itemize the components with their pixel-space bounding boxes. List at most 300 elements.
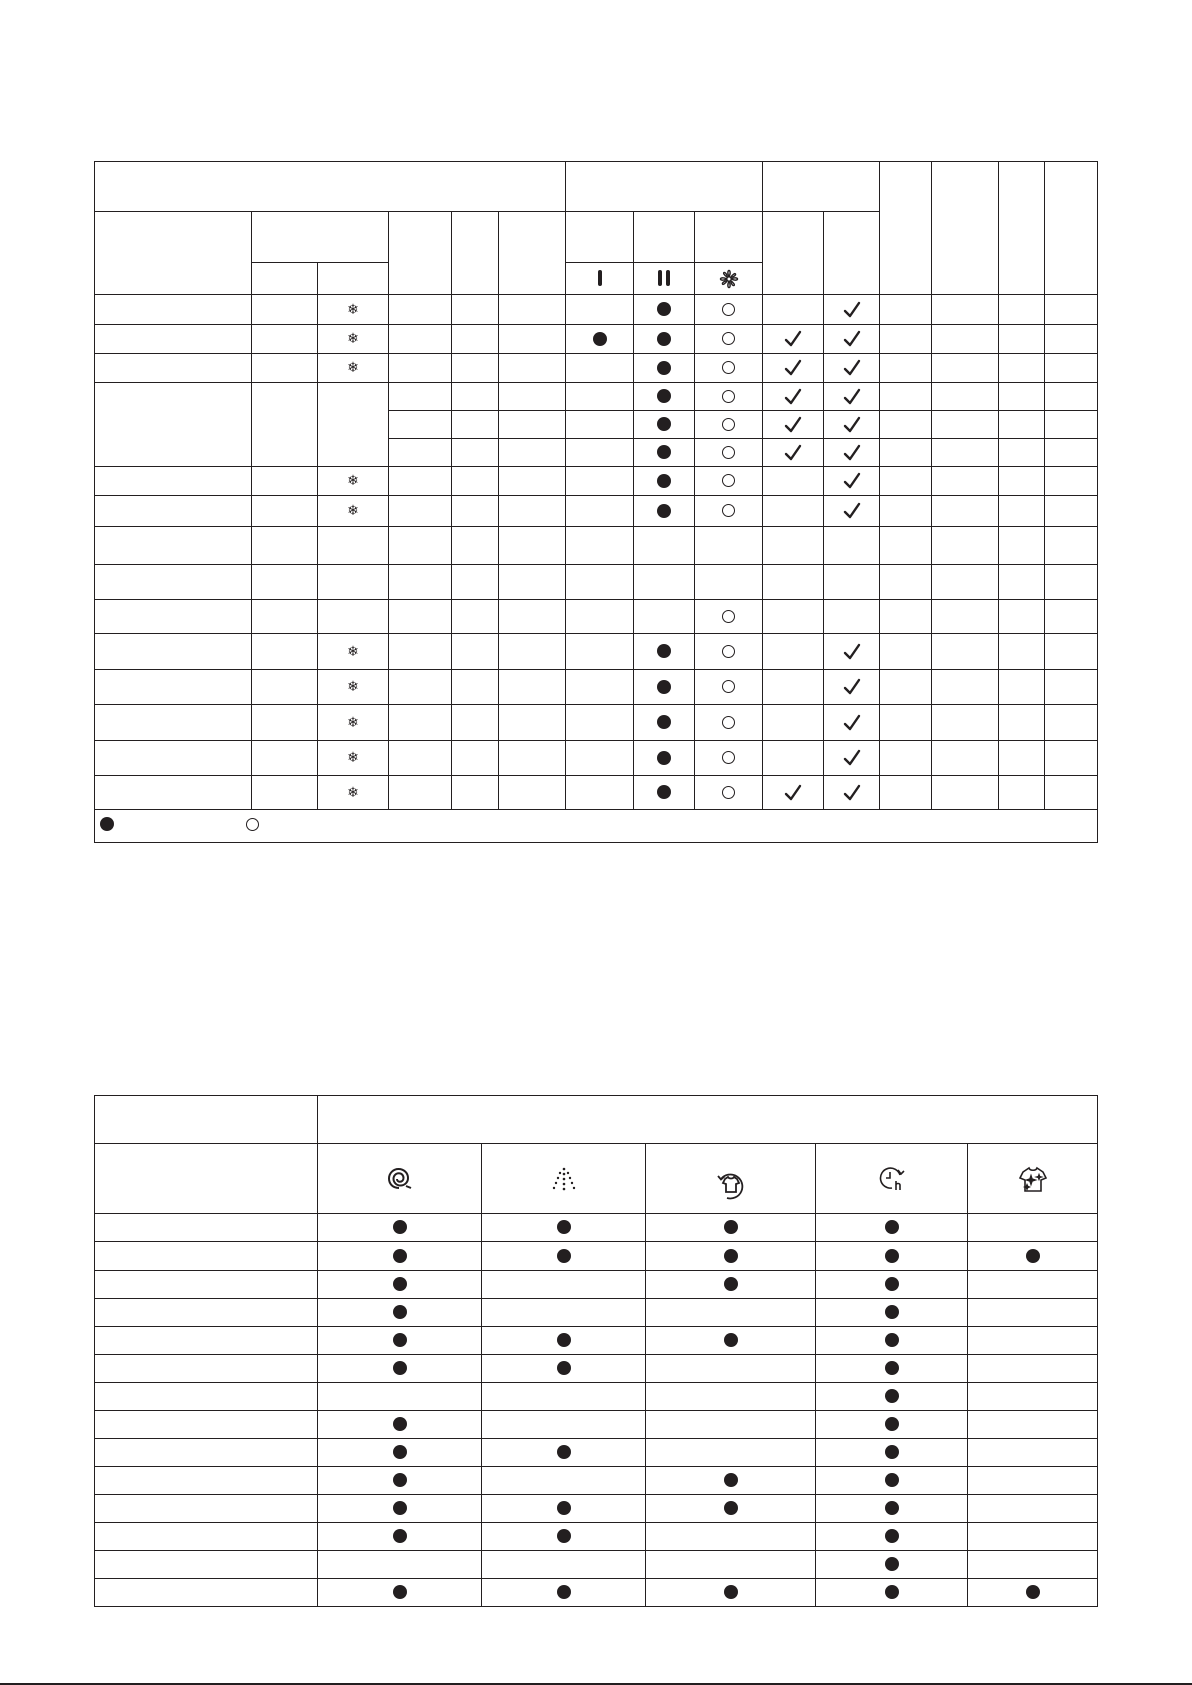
option-mark-cell (968, 1355, 1098, 1383)
option-mark-cell (968, 1495, 1098, 1523)
extra-cell (932, 776, 999, 810)
table-row (95, 1551, 1098, 1579)
option-mark-cell (482, 1439, 646, 1467)
spin-cell (566, 565, 634, 600)
option-check-cell (824, 496, 880, 527)
table-row (95, 705, 1098, 741)
extra-cell (880, 527, 932, 565)
option-mark-cell (646, 1411, 816, 1439)
snowflake-icon: ❄ (347, 503, 359, 519)
option-mark-cell (968, 1242, 1098, 1271)
options-program-cell (95, 1439, 318, 1467)
option-check-cell (763, 439, 824, 467)
table-row (95, 1495, 1098, 1523)
option-check-cell (763, 354, 824, 383)
filled-dot-icon (885, 1529, 899, 1543)
sub-b-cell (499, 411, 566, 439)
checkmark-icon (783, 358, 803, 378)
temp-max-cell (252, 325, 318, 354)
extra-cell (932, 600, 999, 634)
open-circle-icon (246, 818, 259, 831)
options-program-cell (95, 1383, 318, 1411)
open-circle-icon (722, 680, 735, 693)
sub-a-cell (452, 467, 499, 496)
extra-cell (932, 527, 999, 565)
spin-cell (566, 411, 634, 439)
option-mark-cell (968, 1299, 1098, 1327)
option-icon-cell (816, 1144, 968, 1214)
filled-dot-icon (885, 1277, 899, 1291)
temp-min-cell (318, 705, 389, 741)
filled-dot-icon (657, 751, 671, 765)
spin-cell (566, 295, 634, 325)
spin-cell (566, 439, 634, 467)
option-mark-cell (318, 1327, 482, 1355)
filled-dot-icon (393, 1333, 407, 1347)
extra-cell (880, 383, 932, 411)
option-check-cell (763, 776, 824, 810)
program-name-cell (95, 295, 252, 325)
filled-dot-icon (393, 1249, 407, 1263)
option-mark-cell (646, 1439, 816, 1467)
checkmark-icon (842, 642, 862, 662)
table-row (95, 1327, 1098, 1355)
extra-cell (932, 383, 999, 411)
snowflake-icon: ❄ (347, 750, 359, 766)
filled-dot-icon (724, 1501, 738, 1515)
filled-dot-icon (100, 817, 114, 831)
extra-cell (1045, 527, 1098, 565)
option-mark-cell (482, 1214, 646, 1242)
extra-cell (999, 600, 1045, 634)
temp-min-cell (318, 634, 389, 670)
spin-cell (695, 354, 763, 383)
filled-dot-icon (724, 1249, 738, 1263)
header-col-a (880, 162, 932, 295)
option-mark-cell (646, 1271, 816, 1299)
extra-cell (880, 354, 932, 383)
sub-b-cell (499, 439, 566, 467)
header-opt-2 (824, 212, 880, 295)
filled-dot-icon (557, 1361, 571, 1375)
option-mark-cell (816, 1355, 968, 1383)
snowflake-icon: ❄ (347, 331, 359, 347)
option-mark-cell (816, 1495, 968, 1523)
spin-cell (566, 467, 634, 496)
spin-cell (634, 600, 695, 634)
options-program-cell (95, 1411, 318, 1439)
header-group-options (763, 162, 880, 212)
load-cell (389, 527, 452, 565)
spin-cell (695, 565, 763, 600)
option-check-cell (763, 295, 824, 325)
load-cell (389, 496, 452, 527)
option-mark-cell (816, 1327, 968, 1355)
option-mark-cell (816, 1551, 968, 1579)
option-mark-cell (968, 1579, 1098, 1607)
extra-cell (999, 741, 1045, 776)
option-mark-cell (318, 1495, 482, 1523)
spin-2-icon (656, 269, 672, 287)
option-mark-cell (816, 1242, 968, 1271)
table-row (95, 634, 1098, 670)
program-name-cell (95, 670, 252, 705)
extra-cell (932, 354, 999, 383)
table-row (95, 810, 1098, 843)
checkmark-icon (842, 387, 862, 407)
option-check-cell (824, 295, 880, 325)
option-mark-cell (816, 1411, 968, 1439)
filled-dot-icon (885, 1557, 899, 1571)
table-row (95, 383, 1098, 411)
checkmark-icon (842, 783, 862, 803)
extra-cell (999, 325, 1045, 354)
header-spin-3 (695, 212, 763, 263)
options-program-cell (95, 1327, 318, 1355)
option-mark-cell (318, 1467, 482, 1495)
table-row (95, 295, 1098, 325)
sub-b-cell (499, 496, 566, 527)
extra-cell (932, 467, 999, 496)
option-check-cell (763, 565, 824, 600)
legend-item-dot (100, 817, 114, 831)
program-name-cell (95, 354, 252, 383)
option-check-cell (824, 600, 880, 634)
temp-max-cell (252, 527, 318, 565)
option-check-cell (763, 634, 824, 670)
snowflake-icon: ❄ (347, 360, 359, 376)
header-opt-1 (763, 212, 824, 295)
table-row (95, 1355, 1098, 1383)
spin-cell (634, 467, 695, 496)
options-program-cell (95, 1214, 318, 1242)
spin-cell (695, 600, 763, 634)
shirt-easy-iron-icon (715, 1170, 747, 1202)
checkmark-icon (783, 387, 803, 407)
temp-min-cell (318, 467, 389, 496)
filled-dot-icon (393, 1585, 407, 1599)
open-circle-icon (722, 786, 735, 799)
extra-cell (880, 467, 932, 496)
program-name-cell (95, 600, 252, 634)
header-spin-icon-cell (634, 263, 695, 295)
extra-cell (880, 565, 932, 600)
checkmark-icon (842, 300, 862, 320)
extra-cell (999, 354, 1045, 383)
extra-cell (932, 411, 999, 439)
temp-max-cell (252, 467, 318, 496)
spin-cell (695, 411, 763, 439)
spin-cell (566, 634, 634, 670)
extra-cell (999, 383, 1045, 411)
filled-dot-icon (657, 680, 671, 694)
table-row (95, 1467, 1098, 1495)
filled-dot-icon (393, 1445, 407, 1459)
spin-cell (634, 670, 695, 705)
filled-dot-icon (885, 1473, 899, 1487)
program-name-cell (95, 741, 252, 776)
header-temp-min (318, 263, 389, 295)
option-mark-cell (968, 1411, 1098, 1439)
option-check-cell (763, 527, 824, 565)
table-row (95, 776, 1098, 810)
checkmark-icon (842, 748, 862, 768)
sub-a-cell (452, 496, 499, 527)
options-program-cell (95, 1271, 318, 1299)
header-spin-icon-cell (566, 263, 634, 295)
extra-cell (1045, 496, 1098, 527)
extra-cell (932, 325, 999, 354)
load-cell (389, 776, 452, 810)
option-check-cell (824, 527, 880, 565)
extra-cell (932, 705, 999, 741)
filled-dot-icon (724, 1473, 738, 1487)
option-check-cell (763, 411, 824, 439)
options-header-blank (95, 1144, 318, 1214)
extra-cell (999, 565, 1045, 600)
program-name-cell (95, 565, 252, 600)
spin-cell (566, 496, 634, 527)
filled-dot-icon (885, 1501, 899, 1515)
checkmark-icon (842, 501, 862, 521)
option-mark-cell (646, 1523, 816, 1551)
option-mark-cell (816, 1439, 968, 1467)
open-circle-icon (722, 361, 735, 374)
table-row (95, 565, 1098, 600)
table-row (95, 325, 1098, 354)
spiral-prewash-icon (386, 1166, 414, 1192)
extra-cell (880, 741, 932, 776)
sub-a-cell (452, 527, 499, 565)
option-check-cell (763, 705, 824, 741)
filled-dot-icon (724, 1220, 738, 1234)
extra-cell (932, 496, 999, 527)
checkmark-icon (842, 713, 862, 733)
open-circle-icon (722, 390, 735, 403)
filled-dot-icon (885, 1417, 899, 1431)
extra-cell (1045, 776, 1098, 810)
spin-cell (566, 741, 634, 776)
option-mark-cell (646, 1327, 816, 1355)
extra-cell (932, 741, 999, 776)
filled-dot-icon (557, 1445, 571, 1459)
extra-cell (999, 439, 1045, 467)
option-mark-cell (646, 1355, 816, 1383)
option-check-cell (824, 634, 880, 670)
option-check-cell (763, 496, 824, 527)
options-program-cell (95, 1551, 318, 1579)
table-row (95, 1271, 1098, 1299)
filled-dot-icon (657, 389, 671, 403)
temp-max-cell (252, 295, 318, 325)
filled-dot-icon (557, 1249, 571, 1263)
option-mark-cell (482, 1383, 646, 1411)
options-program-cell (95, 1579, 318, 1607)
filled-dot-icon (557, 1333, 571, 1347)
filled-dot-icon (393, 1361, 407, 1375)
load-cell (389, 670, 452, 705)
temp-min-cell (318, 354, 389, 383)
table-row (95, 354, 1098, 383)
option-mark-cell (318, 1579, 482, 1607)
spin-cell (695, 670, 763, 705)
sub-b-cell (499, 741, 566, 776)
extra-cell (1045, 383, 1098, 411)
header-sub-a (452, 212, 499, 295)
option-check-cell (763, 325, 824, 354)
load-cell (389, 439, 452, 467)
filled-dot-icon (557, 1220, 571, 1234)
temp-min-cell (318, 496, 389, 527)
option-mark-cell (968, 1327, 1098, 1355)
sub-a-cell (452, 295, 499, 325)
checkmark-icon (783, 415, 803, 435)
filled-dot-icon (885, 1361, 899, 1375)
snowflake-icon: ❄ (347, 784, 359, 801)
sub-b-cell (499, 600, 566, 634)
program-name-cell (95, 325, 252, 354)
table-row (95, 1439, 1098, 1467)
snowflake-icon: ❄ (347, 679, 359, 695)
spin-cell (695, 325, 763, 354)
option-mark-cell (646, 1299, 816, 1327)
spin-cell (695, 439, 763, 467)
header-load (389, 212, 452, 295)
table-row (95, 467, 1098, 496)
load-cell (389, 295, 452, 325)
extra-cell (1045, 600, 1098, 634)
temp-max-cell (252, 565, 318, 600)
spin-cell (634, 741, 695, 776)
option-check-cell (824, 439, 880, 467)
header-col-b (932, 162, 999, 295)
option-mark-cell (318, 1411, 482, 1439)
checkmark-icon (842, 443, 862, 463)
spin-cell (695, 496, 763, 527)
temp-max-cell (252, 383, 318, 467)
spin-cell (634, 496, 695, 527)
program-name-cell (95, 705, 252, 741)
filled-dot-icon (393, 1220, 407, 1234)
extra-cell (880, 411, 932, 439)
spin-cell (634, 634, 695, 670)
sub-b-cell (499, 776, 566, 810)
load-cell (389, 634, 452, 670)
header-col-c (999, 162, 1045, 295)
table-row (95, 600, 1098, 634)
option-mark-cell (816, 1271, 968, 1299)
option-check-cell (824, 354, 880, 383)
options-header-group (318, 1096, 1098, 1144)
option-check-cell (824, 411, 880, 439)
filled-dot-icon (724, 1585, 738, 1599)
table-row (95, 741, 1098, 776)
option-mark-cell (318, 1271, 482, 1299)
option-mark-cell (482, 1551, 646, 1579)
extra-cell (999, 411, 1045, 439)
table-row (95, 1579, 1098, 1607)
program-name-cell (95, 496, 252, 527)
spin-cell (634, 776, 695, 810)
header-temp-max (252, 263, 318, 295)
extra-cell (1045, 634, 1098, 670)
option-mark-cell (646, 1467, 816, 1495)
table-row (95, 1096, 1098, 1144)
filled-dot-icon (657, 361, 671, 375)
snowflake-icon: ❄ (347, 643, 359, 660)
load-cell (389, 411, 452, 439)
program-name-cell (95, 467, 252, 496)
snowflake-icon: ❄ (347, 473, 359, 489)
extra-cell (880, 776, 932, 810)
sub-a-cell (452, 565, 499, 600)
filled-dot-icon (393, 1417, 407, 1431)
option-mark-cell (318, 1439, 482, 1467)
clock-delay-icon (878, 1166, 906, 1192)
filled-dot-icon (885, 1220, 899, 1234)
spin-1-icon (594, 269, 606, 287)
option-mark-cell (968, 1214, 1098, 1242)
temp-min-cell (318, 776, 389, 810)
option-check-cell (824, 670, 880, 705)
filled-dot-icon (1026, 1249, 1040, 1263)
option-check-cell (824, 383, 880, 411)
sub-b-cell (499, 354, 566, 383)
checkmark-icon (842, 471, 862, 491)
extra-cell (932, 634, 999, 670)
sub-a-cell (452, 634, 499, 670)
spin-cell (695, 705, 763, 741)
option-mark-cell (482, 1327, 646, 1355)
header-spin-icon-cell (695, 263, 763, 295)
temp-min-cell (318, 600, 389, 634)
option-mark-cell (482, 1271, 646, 1299)
extra-cell (932, 565, 999, 600)
spin-cell (695, 776, 763, 810)
option-check-cell (824, 776, 880, 810)
load-cell (389, 741, 452, 776)
load-cell (389, 325, 452, 354)
sub-b-cell (499, 325, 566, 354)
option-mark-cell (968, 1383, 1098, 1411)
spin-cell (634, 411, 695, 439)
filled-dot-icon (724, 1333, 738, 1347)
option-mark-cell (482, 1467, 646, 1495)
extra-cell (1045, 354, 1098, 383)
header-group-1 (95, 162, 566, 212)
load-cell (389, 383, 452, 411)
sub-a-cell (452, 741, 499, 776)
extra-cell (880, 439, 932, 467)
filled-dot-icon (885, 1249, 899, 1263)
options-program-cell (95, 1355, 318, 1383)
filled-dot-icon (885, 1389, 899, 1403)
sub-b-cell (499, 705, 566, 741)
open-circle-icon (722, 418, 735, 431)
snowflake-icon: ❄ (347, 301, 359, 318)
option-icon-cell (646, 1144, 816, 1214)
temp-max-cell (252, 705, 318, 741)
temp-min-cell (318, 325, 389, 354)
option-mark-cell (816, 1299, 968, 1327)
option-check-cell (763, 741, 824, 776)
option-icon-cell (318, 1144, 482, 1214)
spin-cell (566, 325, 634, 354)
option-mark-cell (482, 1242, 646, 1271)
option-check-cell (824, 741, 880, 776)
sub-b-cell (499, 467, 566, 496)
table-row (95, 1523, 1098, 1551)
